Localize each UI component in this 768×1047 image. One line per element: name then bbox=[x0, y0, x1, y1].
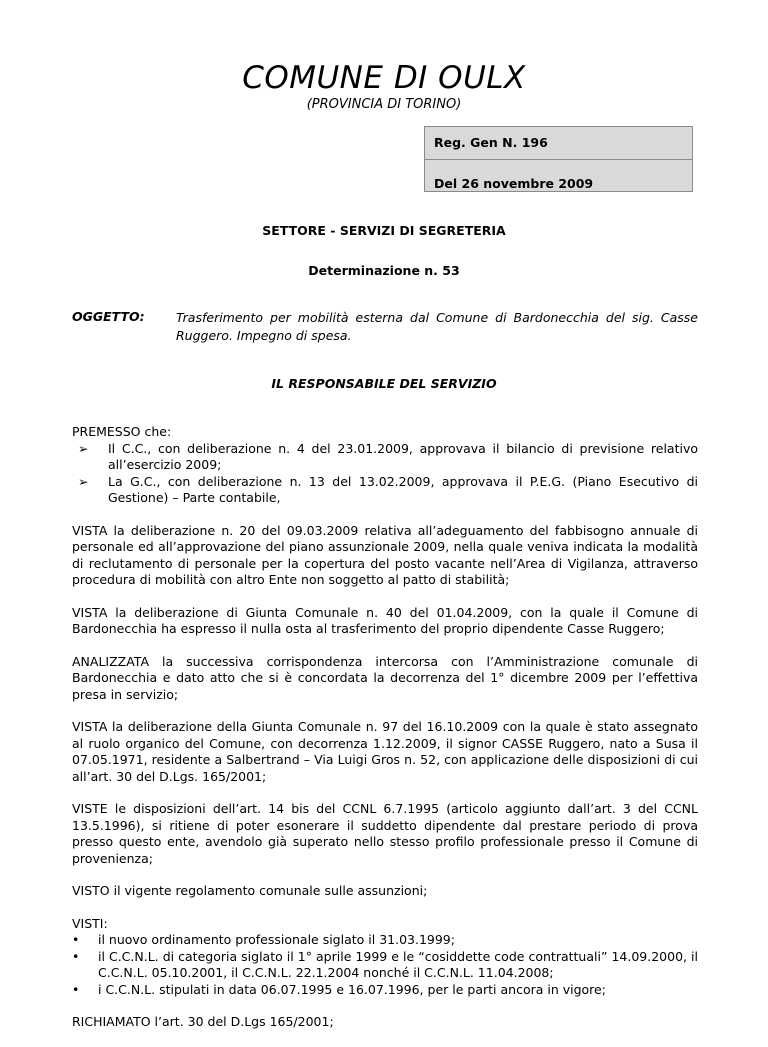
visti-intro: VISTI: bbox=[72, 915, 108, 931]
subject-text: Trasferimento per mobilità esterna dal Comune di Bardonecchia del sig. Casse Ruggero. Impegno di spesa. bbox=[176, 310, 698, 343]
paragraph: VISTA la deliberazione n. 20 del 09.03.2009 relativa all’adeguamento del fabbisogno annuale di personale ed all’approvazione del piano assunzionale 2009, nella quale veniva indicata la modalità di reclutamento di personale per la copertura del posto vacante nell’Area di Vigilanza, attraverso procedura di mobilità con altro Ente non soggetto al patto di stabilità; bbox=[72, 522, 698, 587]
premesso-list bbox=[72, 441, 698, 507]
arrow-bullet-icon: ➢ bbox=[78, 440, 89, 456]
paragraph: VISTA la deliberazione di Giunta Comunale n. 40 del 01.04.2009, con la quale il Comune di Bardonecchia ha espresso il nulla osta al trasferimento del proprio dipendente Casse Ruggero; bbox=[72, 604, 698, 636]
paragraph: ANALIZZATA la successiva corrispondenza intercorsa con l’Amministrazione comunale di Bardonecchia e dato atto che si è concordata la decorrenza del 1° dicembre 2009 per l’effettiva presa in servizio; bbox=[72, 653, 698, 702]
list-item: • il nuovo ordinamento professionale siglato il 31.03.1999; bbox=[72, 932, 455, 947]
list-item: • i C.C.N.L. stipulati in data 06.07.1995 e 16.07.1996, per le parti ancora in vigore; bbox=[72, 981, 606, 997]
register-date: Del 26 novembre 2009 bbox=[425, 159, 692, 192]
paragraph: VISTE le disposizioni dell’art. 14 bis del CCNL 6.7.1995 (articolo aggiunto dall’art. 3 del CCNL 13.5.1996), si ritiene di poter esonerare il suddetto dipendente dal prestare periodo di prova presso questo ente, avendolo già superato nello stesso profilo professionale presso il Comune di provenienza; bbox=[72, 801, 698, 866]
premesso-intro: PREMESSO che: bbox=[72, 424, 172, 439]
paragraph: VISTA la deliberazione della Giunta Comunale n. 97 del 16.10.2009 con la quale è stato assegnato al ruolo organico del Comune, con decorrenza 1.12.2009, il signor CASSE Ruggero, nato a Susa il 07.05.1971, residente a Salbertrand – Via Luigi Gros n. 52, con applicazione delle disposizioni di cui all’art. 30 del D.Lgs. 165/2001; bbox=[72, 719, 698, 784]
list-item: • il C.C.N.L. di categoria siglato il 1° aprile 1999 e le “cosiddette code contrattuali” 14.09.2000, il C.C.N.L. 05.10.2001, il C.C.N.L. 22.1.2004 nonché il C.C.N.L. 11.04.2008; bbox=[72, 948, 698, 980]
paragraph: VISTO il vigente regolamento comunale sulle assunzioni; bbox=[72, 883, 428, 898]
visti-list bbox=[72, 932, 698, 998]
responsible-heading: IL RESPONSABILE DEL SERVIZIO bbox=[271, 376, 497, 391]
municipality-title: COMUNE DI OULX bbox=[242, 60, 526, 96]
bullet-icon: • bbox=[72, 948, 80, 964]
province-subtitle: (PROVINCIA DI TORINO) bbox=[306, 97, 462, 112]
document-body bbox=[72, 424, 698, 1047]
sector-heading: SETTORE - SERVIZI DI SEGRETERIA bbox=[262, 223, 506, 238]
bullet-icon: • bbox=[72, 981, 80, 997]
arrow-bullet-icon: ➢ bbox=[78, 473, 89, 489]
register-box bbox=[424, 126, 693, 192]
subject-label: OGGETTO: bbox=[72, 309, 145, 324]
list-item: ➢ Il C.C., con deliberazione n. 4 del 23.01.2009, approvava il bilancio di previsione relativo all’esercizio 2009; bbox=[78, 440, 698, 472]
register-number: Reg. Gen N. 196 bbox=[434, 135, 548, 150]
determination-number: Determinazione n. 53 bbox=[308, 263, 460, 278]
paragraph: RICHIAMATO l’art. 30 del D.Lgs 165/2001; bbox=[72, 1014, 334, 1029]
list-item: ➢ La G.C., con deliberazione n. 13 del 13.02.2009, approvava il P.E.G. (Piano Esecutivo di Gestione) – Parte contabile, bbox=[78, 473, 698, 505]
bullet-icon: • bbox=[72, 932, 80, 947]
